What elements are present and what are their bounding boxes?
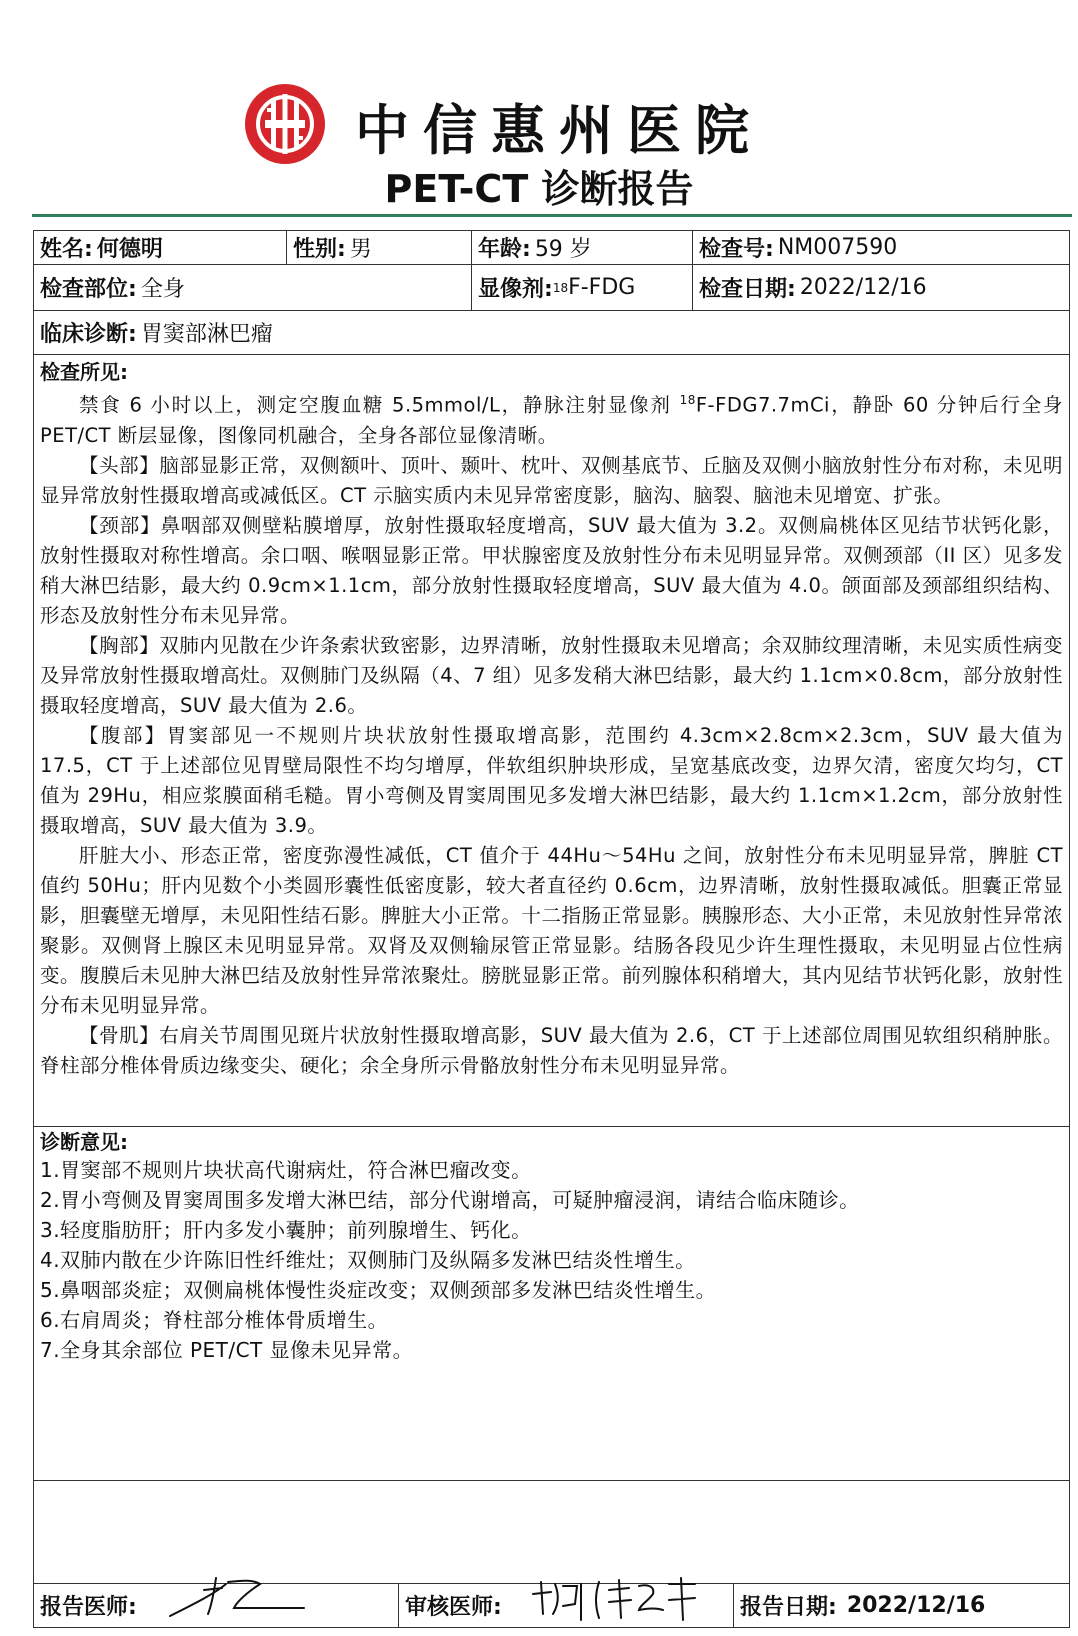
patient-name-cell [34,231,287,264]
tracer-name: F-FDG [568,275,636,300]
hospital-name: 中信惠州医院 [355,99,763,162]
signature-row [34,1583,1069,1627]
exam-date-cell [693,265,1069,310]
reviewer-signature [529,1574,699,1624]
report-date-label: 报告日期: [740,1595,837,1620]
reporter-signature [164,1564,314,1624]
diagnosis-item: 5.鼻咽部炎症；双侧扁桃体慢性炎症改变；双侧颈部多发淋巴结炎性增生。 [40,1278,717,1302]
exam-number-cell [693,231,1069,264]
report-header [0,0,1078,210]
clinical-diagnosis-cell [34,311,1069,354]
diagnosis-item: 2.胃小弯侧及胃窦周围多发增大淋巴结，部分代谢增高，可疑肿瘤浸润，请结合临床随诊。 [40,1188,860,1212]
findings-bone: 【骨肌】右肩关节周围见斑片状放射性摄取增高影，SUV 最大值为 2.6，CT 于上述部位周围见软组织稍肿胀。脊柱部分椎体骨质边缘变尖、硬化；余全身所示骨骼放射性分布未见明显异常。 [40,1023,1063,1077]
tracer-cell [472,265,693,310]
findings-chest: 【胸部】双肺内见散在少许条索状致密影，边界清晰，放射性摄取未见增高；余双肺纹理清晰，未见实质性病变及异常放射性摄取增高灶。双侧肺门及纵隔（4、7 组）见多发稍大淋巴结影，最大约 1.1cm×0.8cm，部分放射性摄取轻度增高，SUV 最大值为 2.6。 [40,633,1063,717]
patient-sex-cell [287,231,472,264]
report-date-cell [734,1584,1069,1627]
diagnosis-item: 1.胃窦部不规则片块状高代谢病灶，符合淋巴瘤改变。 [40,1158,532,1182]
patient-age-label: 年龄: [478,237,531,262]
patient-name: 何德明 [96,237,163,262]
diagnosis-section [34,1127,1069,1481]
patient-sex: 男 [349,237,372,262]
clinical-diagnosis: 胃窦部淋巴瘤 [140,322,273,347]
exam-site-label: 检查部位: [40,277,137,302]
findings-intro-part-a: 禁食 6 小时以上，测定空腹血糖 5.5mmol/L，静脉注射显像剂 [79,393,680,417]
findings-abdomen: 【腹部】胃窦部见一不规则片块状放射性摄取增高影，范围约 4.3cm×2.8cm×2.3cm，SUV 最大值为 17.5，CT 于上述部位见胃壁局限性不均匀增厚，伴软组织肿块形成，呈宽基底改变，边界欠清，密度欠均匀，CT 值为 29Hu，相应浆膜面稍毛糙。胃小弯侧及胃窦周围见多发增大淋巴结影，最大约 1.1cm×1.2cm，部分放射性摄取增高，SUV 最大值为 3.9。 [40,723,1063,837]
header-divider [32,214,1072,217]
exam-site-cell [34,265,472,310]
tracer-label: 显像剂: [478,277,553,302]
hospital-logo [243,82,327,166]
findings-neck: 【颈部】鼻咽部双侧壁粘膜增厚，放射性摄取轻度增高，SUV 最大值为 3.2。双侧扁桃体区见结节状钙化影，放射性摄取对称性增高。余口咽、喉咽显影正常。甲状腺密度及放射性分布未见明显异常。双侧颈部（II 区）见多发稍大淋巴结影，最大约 0.9cm×1.1cm，部分放射性摄取轻度增高，SUV 最大值为 4.0。颌面部及颈部组织结构、形态及放射性分布未见异常。 [40,513,1063,627]
findings-section [34,355,1069,1127]
diagnosis-label: 诊断意见: [40,1130,128,1154]
reporter-label: 报告医师: [40,1595,137,1620]
findings-liver: 肝脏大小、形态正常，密度弥漫性减低，CT 值介于 44Hu～54Hu 之间，放射性分布未见明显异常，脾脏 CT 值约 50Hu；肝内见数个小类圆形囊性低密度影，较大者直径约 0.6cm，边界清晰，放射性摄取减低。胆囊正常显影，胆囊壁无增厚，未见阳性结石影。脾脏大小正常。十二指肠正常显影。胰腺形态、大小正常，未见放射性异常浓聚影。双侧肾上腺区未见明显异常。双肾及双侧输尿管正常显影。结肠各段见少许生理性摄取，未见明显占位性病变。腹膜后未见肿大淋巴结及放射性异常浓聚灶。膀胱显影正常。前列腺体积稍增大，其内见结节状钙化影，放射性分布未见明显异常。 [40,843,1063,1017]
tracer-isotope-superscript: 18 [552,280,569,295]
exam-date-label: 检查日期: [699,277,796,302]
findings-head: 【头部】脑部显影正常，双侧额叶、顶叶、颞叶、枕叶、双侧基底节、丘脑及双侧小脑放射性分布对称，未见明显异常放射性摄取增高或减低区。CT 示脑实质内未见异常密度影，脑沟、脑裂、脑池未见增宽、扩张。 [40,453,1063,507]
diagnosis-item: 6.右肩周炎；脊柱部分椎体骨质增生。 [40,1308,389,1332]
reviewer-cell [399,1584,734,1627]
clinical-diagnosis-label: 临床诊断: [40,322,137,347]
patient-name-label: 姓名: [40,237,93,262]
report-date: 2022/12/16 [846,1593,986,1618]
exam-number: NM007590 [777,235,898,260]
patient-age: 59 岁 [534,237,592,262]
findings-intro [40,385,1063,451]
diagnosis-item: 4.双肺内散在少许陈旧性纤维灶；双侧肺门及纵隔多发淋巴结炎性增生。 [40,1248,696,1272]
diagnosis-item: 7.全身其余部位 PET/CT 显像未见异常。 [40,1338,414,1362]
patient-row-1 [34,231,1069,265]
reporter-cell [34,1584,399,1627]
patient-sex-label: 性别: [293,237,346,262]
reviewer-label: 审核医师: [405,1595,502,1620]
exam-date: 2022/12/16 [799,275,927,300]
exam-site: 全身 [140,277,185,302]
findings-intro-superscript: 18 [679,393,696,407]
exam-number-label: 检查号: [699,237,774,262]
signature-section [34,1481,1069,1627]
diagnosis-item: 3.轻度脂肪肝；肝内多发小囊肿；前列腺增生、钙化。 [40,1218,532,1242]
findings-intro-part-b: F-FDG7.7mCi，静卧 60 分钟后行全身 PET/CT 断层显像，图像同机融合，全身各部位显像清晰。 [40,393,1063,447]
clinical-diagnosis-row [34,311,1069,355]
report-title: PET-CT 诊断报告 [384,167,694,211]
patient-age-cell [472,231,693,264]
report-form [33,230,1070,1628]
findings-label: 检查所见: [40,360,128,384]
patient-row-2 [34,265,1069,311]
